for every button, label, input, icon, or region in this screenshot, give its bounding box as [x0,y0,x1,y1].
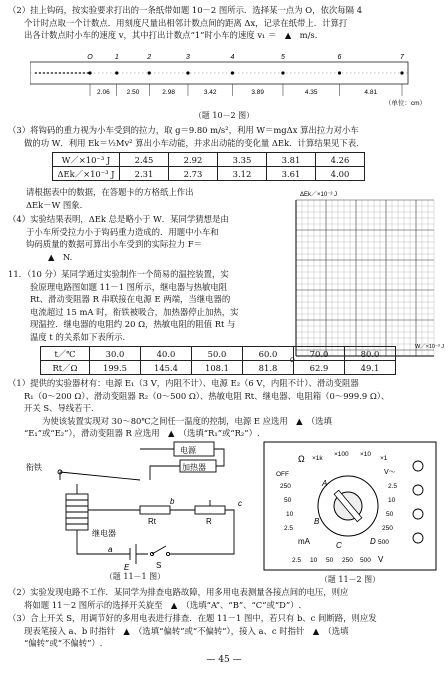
svg-text:Ω: Ω [298,454,305,464]
tape-dot [75,72,77,74]
tape-distance-label: 4.35 [304,89,318,96]
tape-dot [55,72,57,74]
tape-point-label: 6 [337,54,342,61]
tape-dot [35,72,37,74]
svg-text:2.5: 2.5 [284,525,294,532]
svg-text:c: c [238,499,242,508]
meter-caption: （题 11－2 图） [319,575,381,584]
tape-dot [67,72,69,74]
graph-grid [286,188,444,364]
svg-text:D: D [370,537,376,546]
tape-point [281,71,284,74]
svg-text:500: 500 [360,557,371,564]
svg-text:250: 250 [280,483,291,490]
q11-text: 11．（10 分）某同学通过实验制作一个简易的温控装置，实 验原理电路图如题 11－1 图所示，继电器与热敏电阻 Rt、滑动变阻器 R 串联接在电源 E 两端，当继电器的 电流超过 15 mA 时，衔铁被吸合，加热器停止加热，实 现温控．继电器的电阻约 20 Ω，热敏电阻的阻值 Rt 与 温度 t 的关系如下表所示. [8,269,239,342]
svg-text:500: 500 [378,539,389,546]
svg-text:2.5: 2.5 [388,483,398,490]
tape-distance-label: 4.81 [364,89,378,96]
tape-point [148,71,151,74]
paper-tape-figure [30,48,426,108]
q3b-text: 请根据表中的数据，在答题卡的方格纸上作出 ΔEk－W 图象. [26,187,194,210]
svg-text:ΔEk／×10⁻³ J: ΔEk／×10⁻³ J [300,192,338,198]
circuit-diagram [20,440,260,570]
page-number: — 45 — [206,655,242,665]
tape-point [231,71,234,74]
tape-distance-label: 3.42 [203,89,217,96]
q2-text: （2）挂上钩码，按实验要求打出的一条纸带如题 10－2 图所示．选择某一点为 O，依次每隔 4 个计时点取一个计数点．用刻度尺量出相邻计数点间的距离 Δx，记录在纸带上．计算打 出各计数点时小车的速度 v，其中打出计数点“1”时小车的速度 v₁ ＝ ▲ m/s. [8,5,363,40]
tape-point-label: 1 [114,54,119,61]
q3-text: （3）将钩码的重力视为小车受到的拉力，取 g＝9.80 m/s²，利用 W＝mgΔx 算出拉力对小车 做的功 W．利用 Ek＝½Mv² 算出小车动能，并求出动能的变化量 ΔEk．计算结果见下表． [8,125,365,148]
svg-text:10: 10 [286,511,294,518]
energy-table [52,152,365,181]
tape-distance-label: 2.50 [126,89,140,96]
table-row: t／℃ 30.0 40.0 50.0 60.0 70.0 80.0 [41,347,396,361]
q11-1-text: （1）提供的实验器材有：电源 E₁（3 V，内阻不计）、电源 E₂（6 V，内阻不计）、滑动变阻器 R₁（0～200 Ω）、滑动变阻器 R₂（0～500 Ω）、热敏电阻 Rt、继电器、电阻箱（0～999.9 Ω）、 开关 S、导线若干． 为使该装置实现对 30～80℃之间任一温度的控制，电源 E 应选用 ▲ （选填 “E₁”或“E₂”），滑动变阻器 R 应选用 ▲ （选填“R₁”或“R₂”）. [8,378,390,438]
tape-dot [43,72,45,74]
svg-text:继电器: 继电器 [92,529,116,538]
svg-text:a: a [108,545,113,554]
svg-text:V～: V～ [384,469,396,476]
table-row: ΔEk／×10⁻³ J 2.31 2.73 3.12 3.61 4.00 [53,167,365,181]
svg-text:×10: ×10 [360,451,372,458]
svg-text:S: S [156,561,162,570]
tape-distance-label: 2.06 [97,89,110,96]
svg-text:衔铁: 衔铁 [26,463,42,472]
tape-dot [63,72,65,74]
tape-point-label: 2 [147,54,152,61]
tape-caption: （题 10－2 图） [193,111,255,120]
tape-point [338,71,341,74]
tape-distance-label: 3.89 [251,89,265,96]
svg-text:C: C [336,541,342,550]
svg-text:B: B [314,517,320,526]
tape-dot [51,72,53,74]
svg-text:mA: mA [298,537,310,546]
tape-unit: （单位：cm） [384,100,426,107]
svg-text:R: R [206,517,212,526]
tape-dot [83,72,85,74]
thermistor-table [40,346,396,375]
svg-text:×1k: ×1k [312,455,323,462]
svg-text:W／×10⁻³ J: W／×10⁻³ J [414,344,444,350]
svg-text:50: 50 [386,511,394,518]
svg-text:2.5: 2.5 [292,557,302,564]
svg-text:b: b [170,497,175,506]
svg-text:50: 50 [326,557,334,564]
tape-point-label: O [87,54,93,61]
svg-text:V: V [378,555,384,564]
tape-point-label: 3 [186,54,190,61]
q4-text: （4）实验结果表明，ΔEk 总是略小于 W．某同学猜想是由 于小车所受拉力小于钩码重力造成的．用题中小车和 钩码质量的数据可算出小车受到的实际拉力 F＝ ▲ N. [8,214,229,262]
svg-text:E: E [124,563,130,570]
circuit-caption: （题 11－1 图） [104,572,166,581]
multimeter-figure [262,440,438,572]
tape-point-label: 5 [281,54,285,61]
svg-text:电源: 电源 [180,446,196,455]
svg-text:OFF: OFF [276,471,289,478]
svg-text:×100: ×100 [334,451,349,458]
svg-text:250: 250 [342,557,353,564]
svg-text:250: 250 [382,525,393,532]
tape-point-label: 7 [400,54,404,61]
svg-text:50: 50 [284,497,292,504]
svg-text:Rt: Rt [148,517,156,526]
tape-point [400,71,403,74]
q11-3-text: （3）合上开关 S，用调节好的多用电表进行排查．在题 11－1 图中，若只有 b、c 间断路，则应发 现表笔接入 a、b 时指针 ▲ （选填“偏转”或“不偏转”），接入 a、c 时指针 ▲ （选填 “偏转”或“不偏转”）. [8,613,377,648]
tape-point-label: 4 [230,54,235,61]
q11-2-text: （2）实验发现电路不工作．某同学为排查电路故障，用多用电表测量各接点间的电压，则应 将如题 11－2 图所示的选择开关旋至 ▲ （选填“A”、“B”、“C”或“D”）. [8,587,349,610]
svg-text:加热器: 加热器 [182,463,206,472]
table-row: W／×10⁻³ J 2.45 2.92 3.35 3.81 4.26 [53,153,365,167]
tape-dot [79,72,81,74]
tape-dot [71,72,73,74]
table-row: Rt／Ω 199.5 145.4 108.1 81.8 62.9 49.1 [41,361,396,375]
svg-text:A: A [322,479,328,488]
tape-dot [47,72,49,74]
tape-dot [39,72,41,74]
svg-text:×1: ×1 [380,455,388,462]
tape-dot [59,72,61,74]
tape-distance-label: 2.98 [162,89,175,96]
svg-text:10: 10 [388,497,396,504]
tape-point [115,71,118,74]
tape-dot [87,72,89,74]
svg-text:O: O [290,358,295,364]
tape-point [186,71,189,74]
svg-text:10: 10 [310,557,318,564]
